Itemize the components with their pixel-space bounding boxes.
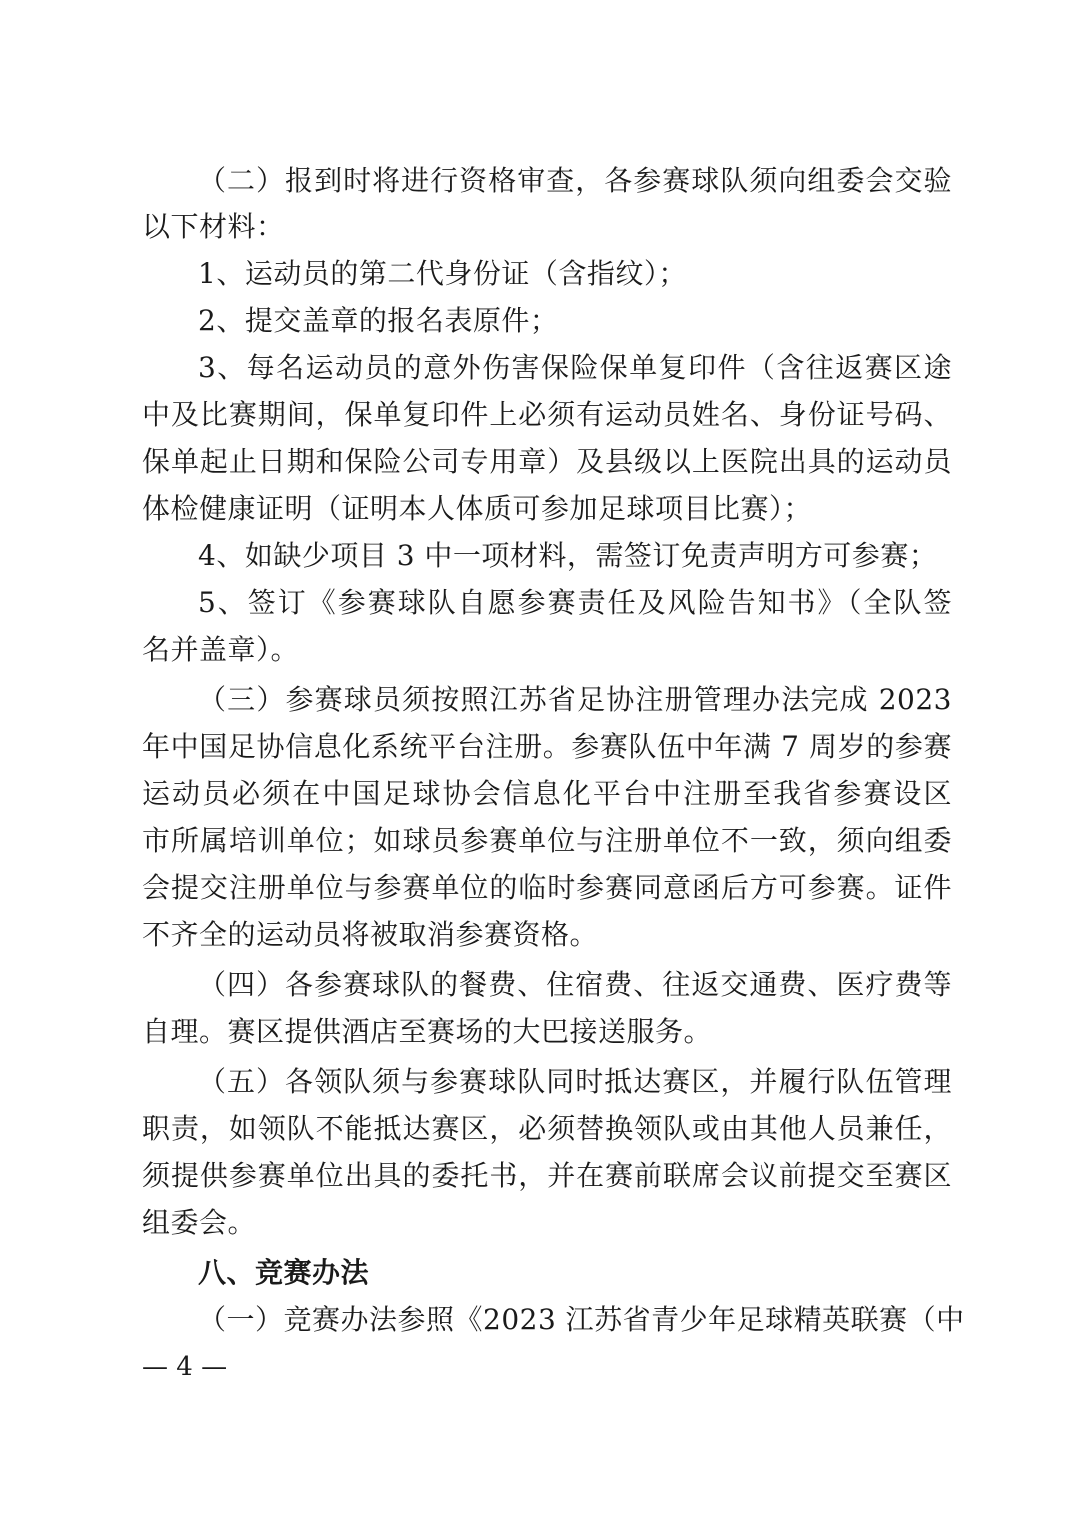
paragraph-line: 自理。赛区提供酒店至赛场的大巴接送服务。 — [142, 1015, 713, 1048]
paragraph-line: 会提交注册单位与参赛单位的临时参赛同意函后方可参赛。证件 — [142, 871, 952, 904]
section-heading: 八、竞赛办法 — [198, 1256, 370, 1289]
paragraph-line: 名并盖章）。 — [142, 633, 300, 666]
paragraph-line: 年中国足协信息化系统平台注册。参赛队伍中年满 7 周岁的参赛 — [142, 730, 952, 763]
paragraph-line: 不齐全的运动员将被取消参赛资格。 — [142, 918, 599, 951]
list-item: 5、签订《参赛球队自愿参赛责任及风险告知书》（全队签 — [198, 586, 952, 619]
paragraph-line: 运动员必须在中国足球协会信息化平台中注册至我省参赛设区 — [142, 777, 952, 810]
paragraph-line: （一）竞赛办法参照《2023 江苏省青少年足球精英联赛（中 — [198, 1303, 965, 1336]
paragraph-line: （五）各领队须与参赛球队同时抵达赛区，并履行队伍管理 — [198, 1065, 952, 1098]
paragraph-line: 保单起止日期和保险公司专用章）及县级以上医院出具的运动员 — [142, 445, 952, 478]
paragraph-line: 中及比赛期间，保单复印件上必须有运动员姓名、身份证号码、 — [142, 398, 952, 431]
paragraph-line: 职责，如领队不能抵达赛区，必须替换领队或由其他人员兼任， — [142, 1112, 952, 1145]
paragraph-line: （三）参赛球员须按照江苏省足协注册管理办法完成 2023 — [198, 683, 952, 716]
paragraph-line: （四）各参赛球队的餐费、住宿费、往返交通费、医疗费等 — [198, 968, 952, 1001]
paragraph-line: 市所属培训单位；如球员参赛单位与注册单位不一致，须向组委 — [142, 824, 952, 857]
list-item: 1、运动员的第二代身份证（含指纹）； — [198, 257, 687, 290]
paragraph-line: （二）报到时将进行资格审查，各参赛球队须向组委会交验 — [198, 164, 952, 197]
page-number: — 4 — — [142, 1352, 228, 1382]
list-item: 4、如缺少项目 3 中一项材料，需签订免责声明方可参赛； — [198, 539, 938, 572]
paragraph-line: 组委会。 — [142, 1206, 257, 1239]
paragraph-line: 以下材料： — [142, 210, 285, 243]
list-item: 2、提交盖章的报名表原件； — [198, 304, 559, 337]
paragraph-line: 须提供参赛单位出具的委托书，并在赛前联席会议前提交至赛区 — [142, 1159, 952, 1192]
paragraph-line: 体检健康证明（证明本人体质可参加足球项目比赛）； — [142, 492, 813, 525]
list-item: 3、每名运动员的意外伤害保险保单复印件（含往返赛区途 — [198, 351, 952, 384]
